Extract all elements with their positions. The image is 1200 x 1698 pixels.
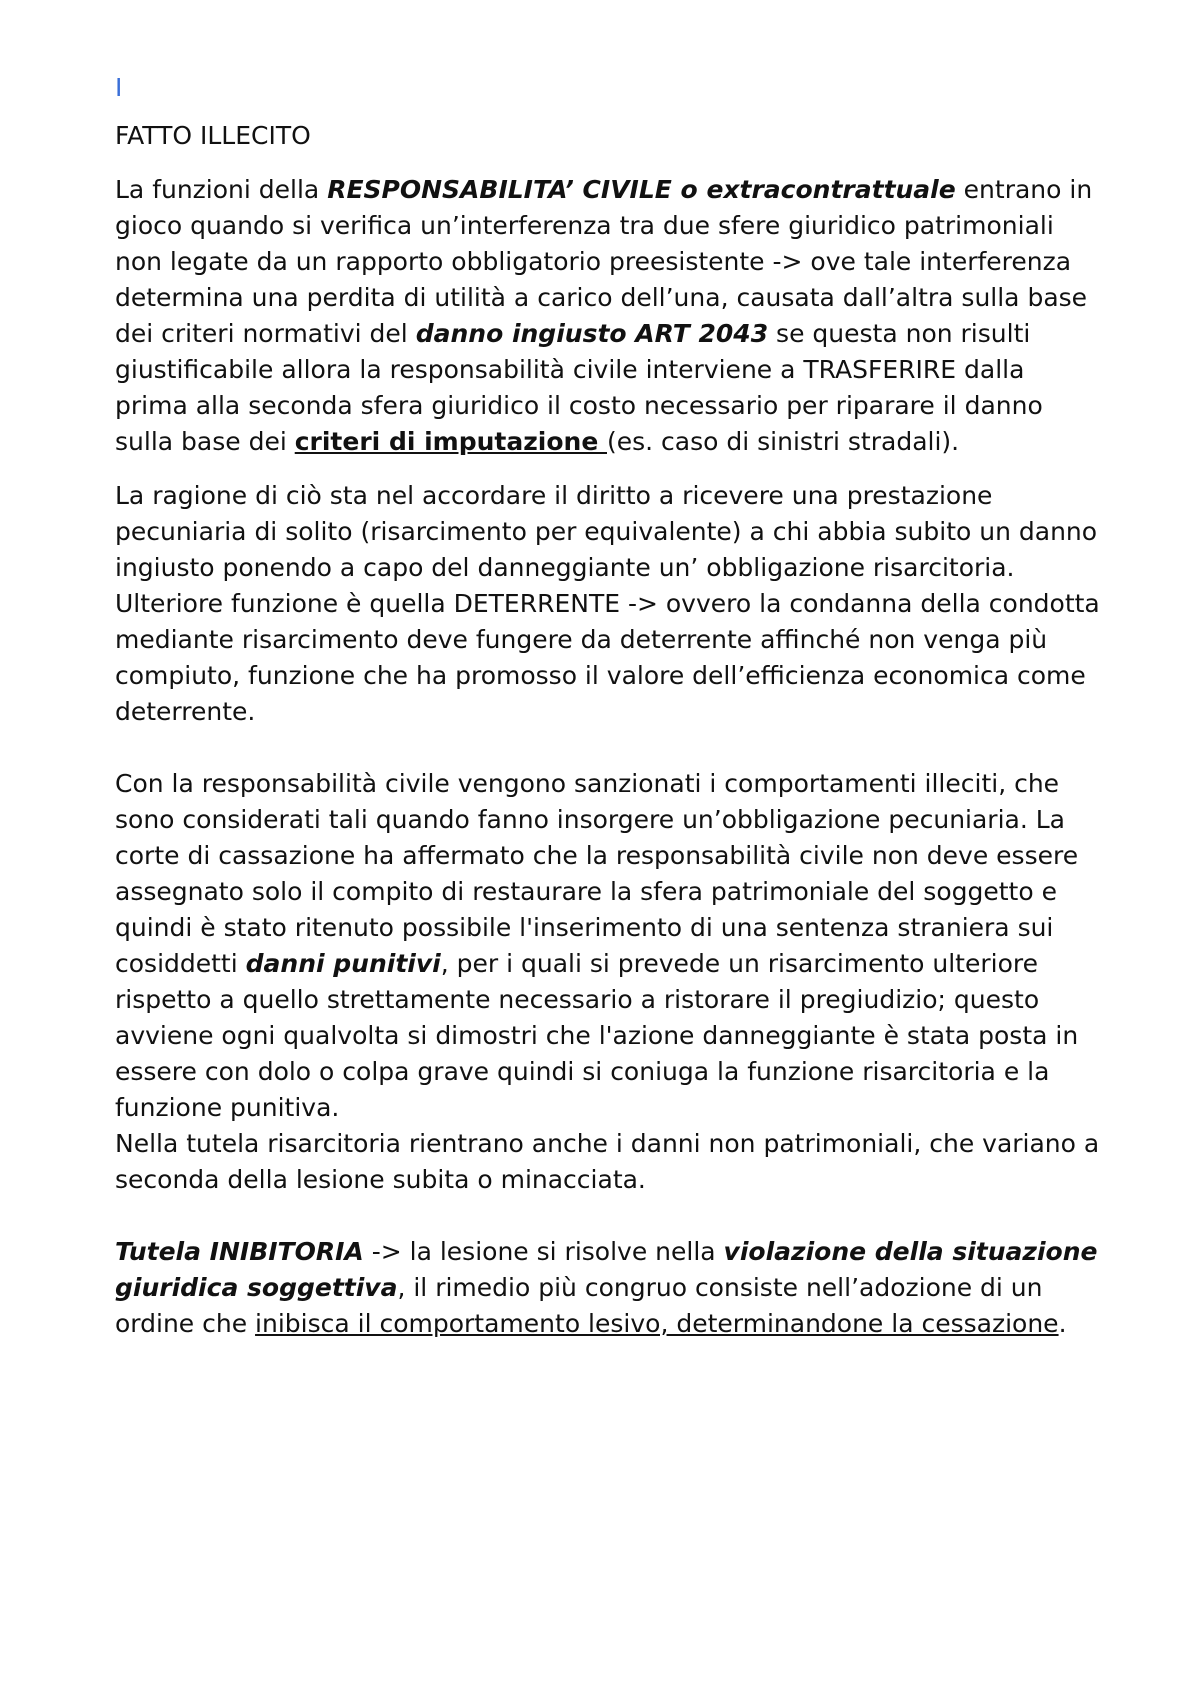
p1-text-2: entrano in gioco quando si verifica un’interferenza tra due sfere giuridico patrimoniali non legate da un rapporto obbligatorio preesistente -> ove tale interferenza determina una perdita di utilità a carico dell’una, causata dall’altra sulla base dei criteri normativi del (115, 175, 1093, 348)
p1-bold-responsabilita: RESPONSABILITA’ CIVILE o extracontrattuale (327, 175, 956, 204)
document-body[interactable] (115, 70, 1105, 1342)
paragraph-responsabilita-civile (115, 172, 1105, 460)
p1-bold-danno-ingiusto: danno ingiusto ART 2043 (415, 319, 769, 348)
paragraph-ragione: La ragione di ciò sta nel accordare il diritto a ricevere una prestazione pecuniaria di solito (risarcimento per equivalente) a chi abbia subito un danno ingiusto ponendo a capo del danneggiante un’ obbligazione risarcitoria. (115, 481, 1098, 582)
p1-underline-criteri: criteri di imputazione (294, 427, 607, 456)
p6-text-3: . (1058, 1309, 1067, 1338)
text-cursor: I (115, 73, 123, 102)
p6-text-1: -> la lesione si risolve nella (363, 1237, 724, 1266)
p4-text-1: Con la responsabilità civile vengono sanzionati i comportamenti illeciti, che sono considerati tali quando fanno insorgere un’obbligazione pecuniaria. La corte di cassazione ha affermato che la responsabilità civile non deve essere assegnato solo il compito di restaurare la sfera patrimoniale del soggetto e quindi è stato ritenuto possibile l'inserimento di una sentenza straniera sui cosiddetti (115, 769, 1079, 978)
p1-text-4: (es. caso di sinistri stradali). (607, 427, 960, 456)
document-title: FATTO ILLECITO (115, 121, 311, 150)
paragraph-danni-non-patrimoniali: Nella tutela risarcitoria rientrano anche i danni non patrimoniali, che variano a seconda della lesione subita o minacciata. (115, 1129, 1100, 1194)
paragraph-tutela-inibitoria (115, 1234, 1105, 1342)
p6-bold-tutela-inibitoria: Tutela INIBITORIA (115, 1237, 364, 1266)
paragraph-deterrente: Ulteriore funzione è quella DETERRENTE -> ovvero la condanna della condotta mediante risarcimento deve fungere da deterrente affinché non venga più compiuto, funzione che ha promosso il valore dell’efficienza economica come deterrente. (115, 589, 1100, 726)
p4-text-2: , per i quali si prevede un risarcimento ulteriore rispetto a quello strettamente necessario a ristorare il pregiudizio; questo avviene ogni qualvolta si dimostri che l'azione danneggiante è stata posta in essere con dolo o colpa grave quindi si coniuga la funzione risarcitoria e la funzione punitiva. (115, 949, 1079, 1122)
p6-bold-violazione: violazione della situazione giuridica soggettiva (115, 1237, 1098, 1302)
p6-underline-inibisca: inibisca il comportamento lesivo, determinandone la cessazione (255, 1309, 1059, 1338)
blank-line (115, 730, 1105, 766)
p1-text-3: se questa non risulti giustificabile allora la responsabilità civile interviene a TRASFERIRE dalla prima alla seconda sfera giuridico il costo necessario per riparare il danno sulla base dei (115, 319, 1043, 456)
blank-line (115, 1198, 1105, 1234)
p6-text-2: , il rimedio più congruo consiste nell’adozione di un ordine che (115, 1273, 1043, 1338)
p4-bold-danni-punitivi: danni punitivi (245, 949, 441, 978)
p1-text-1: La funzioni della (115, 175, 328, 204)
paragraph-danni-punitivi (115, 766, 1105, 1126)
